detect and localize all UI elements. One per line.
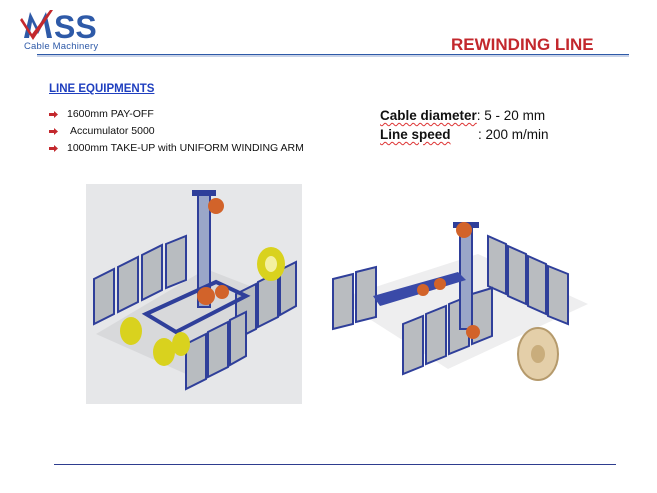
spec-line-speed bbox=[380, 127, 549, 142]
list-item bbox=[49, 106, 304, 123]
equipment-item-label: 1000mm TAKE-UP with UNIFORM WINDING ARM bbox=[67, 142, 304, 154]
arrow-bullet-icon bbox=[49, 111, 58, 118]
logo-subtitle: Cable Machinery bbox=[24, 41, 99, 52]
spec-label: Line speed bbox=[380, 127, 451, 142]
section-heading: LINE EQUIPMENTS bbox=[49, 83, 155, 95]
equipment-item-label: Accumulator 5000 bbox=[70, 125, 155, 137]
page-title: REWINDING LINE bbox=[451, 35, 594, 54]
equipment-item-label: 1600mm PAY-OFF bbox=[67, 108, 154, 120]
list-item bbox=[49, 123, 304, 140]
footer-divider bbox=[54, 464, 616, 465]
svg-text:SS: SS bbox=[54, 9, 97, 45]
machine-render-image-right bbox=[328, 184, 595, 420]
spec-value: : 200 m/min bbox=[478, 127, 549, 142]
spec-cable-diameter bbox=[380, 108, 545, 123]
header-divider-shadow bbox=[37, 55, 629, 57]
spec-value: : 5 - 20 mm bbox=[476, 108, 546, 123]
machine-render-image-left bbox=[86, 184, 302, 404]
list-item bbox=[49, 140, 304, 157]
arrow-bullet-icon bbox=[49, 145, 58, 152]
spec-label: Cable diameter bbox=[380, 108, 477, 123]
equipment-list bbox=[49, 106, 304, 157]
arrow-bullet-icon bbox=[49, 128, 58, 135]
